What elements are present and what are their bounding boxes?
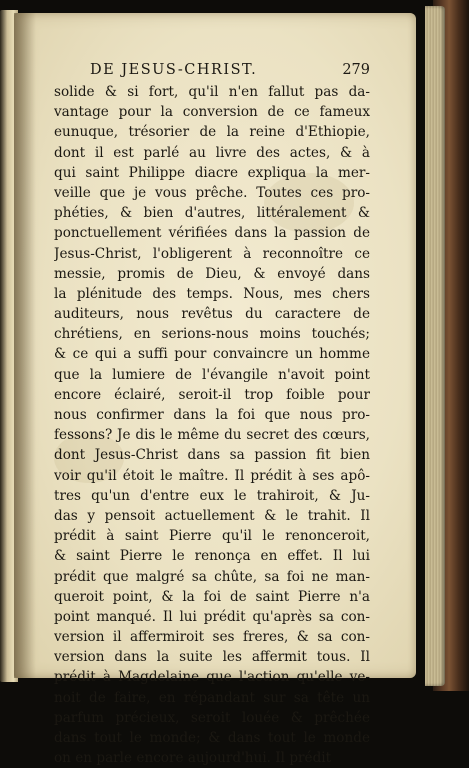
- text-line: que la lumiere de l'évangile n'avoit point: [54, 366, 370, 383]
- text-line: encore éclairé, seroit-il trop foible pour: [54, 386, 370, 403]
- text-line: & ce qui a suffi pour convaincre un homme: [54, 346, 370, 363]
- text-line: version il affermiroit ses freres, & sa con-: [54, 629, 370, 646]
- text-line: veille que je vous prêche. Toutes ces pro-: [54, 184, 370, 201]
- page-number: 279: [342, 62, 370, 78]
- text-line: dans tout le monde; & dans tout le monde: [54, 730, 370, 746]
- text-line: qui saint Philippe diacre expliqua la mer-: [54, 164, 370, 181]
- text-line: Jesus-Christ, l'obligerent à reconnoître ce: [54, 245, 370, 262]
- text-line: auditeurs, nous revêtus du caractere de: [54, 306, 370, 323]
- text-line: phéties, & bien d'autres, littéralement &: [54, 205, 370, 222]
- body-text: [54, 82, 370, 768]
- text-line: ponctuellement vérifiées dans la passion de: [54, 225, 370, 242]
- text-line: point manqué. Il lui prédit qu'après sa con-: [54, 608, 370, 625]
- text-line: eunuque, trésorier de la reine d'Ethiopie,: [54, 124, 370, 141]
- page-header: [86, 62, 406, 80]
- text-line: fessons? Je dis le même du secret des cœurs,: [54, 427, 370, 444]
- text-line: prédit à Magdelaine que l'action qu'elle ve-: [54, 669, 370, 686]
- text-line: version dans la suite les affermit tous. Il: [54, 649, 370, 666]
- text-line: solide & si fort, qu'il n'en fallut pas da-: [54, 84, 370, 100]
- text-line: voir qu'il étoit le maître. Il prédit à ses apô-: [54, 467, 370, 484]
- text-line: messie, promis de Dieu, & envoyé dans: [54, 265, 370, 282]
- page-fore-edge: [425, 6, 445, 686]
- text-line: & saint Pierre le renonça en effet. Il lui: [54, 548, 370, 565]
- text-line: noit de faire, en répandant sur sa tête un: [54, 689, 370, 706]
- text-line: chrétiens, en serions-nous moins touchés;: [54, 326, 370, 343]
- text-line: queroit point, & la foi de saint Pierre n'a: [54, 588, 370, 605]
- text-line: dont Jesus-Christ dans sa passion fit bien: [54, 447, 370, 464]
- text-line: parfum précieux, seroit louée & prêchée: [54, 709, 370, 726]
- text-line: prédit que malgré sa chûte, sa foi ne man-: [54, 568, 370, 585]
- text-line: on en parle encore aujourd'hui. Il prédit: [54, 750, 332, 767]
- running-head: DE JESUS-CHRIST.: [90, 62, 258, 78]
- gutter-shadow: [14, 13, 36, 678]
- text-line: nous confirmer dans la foi que nous pro-: [54, 407, 370, 423]
- text-line: la plénitude des temps. Nous, mes chers: [54, 285, 370, 302]
- text-line: vantage pour la conversion de ce fameux: [54, 104, 370, 121]
- text-line: dont il est parlé au livre des actes, & à: [54, 144, 370, 161]
- text-line: tres qu'un d'entre eux le trahiroit, & Ju-: [54, 487, 370, 504]
- text-line: prédit à saint Pierre qu'il le renonceroit,: [54, 528, 370, 545]
- text-line: das y pensoit actuellement & le trahit. Il: [54, 507, 370, 524]
